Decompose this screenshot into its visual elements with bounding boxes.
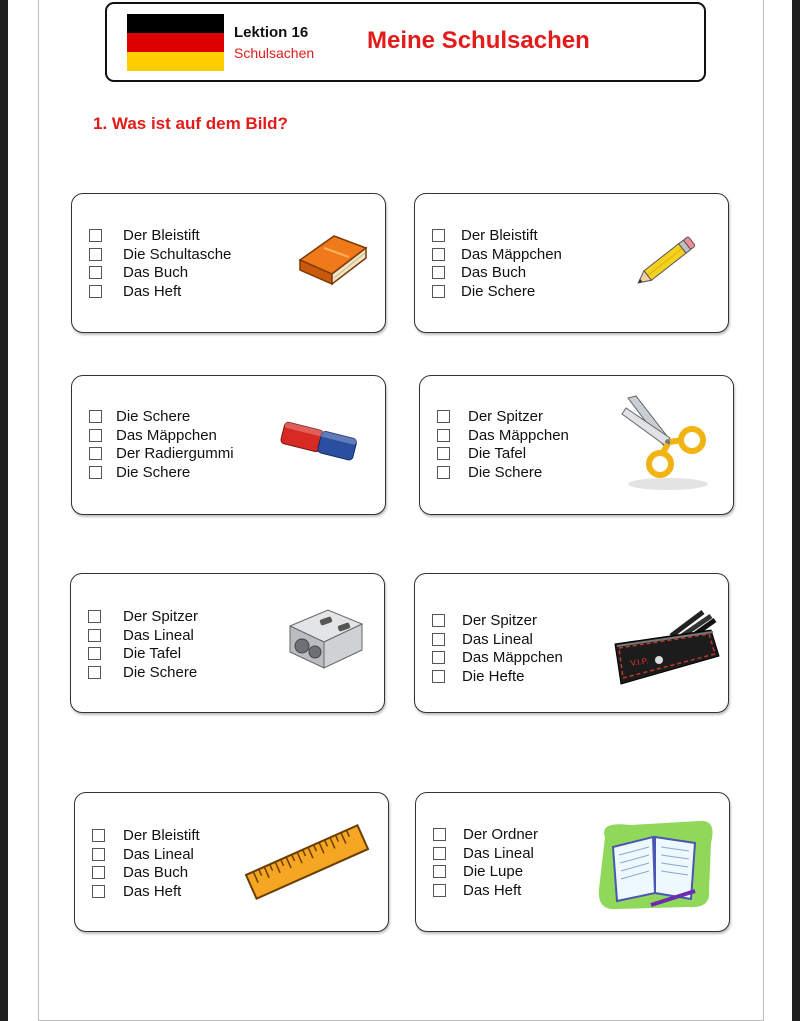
option-label: Das Heft bbox=[123, 282, 182, 300]
quiz-card-5 bbox=[70, 573, 385, 713]
checkbox[interactable] bbox=[88, 610, 101, 623]
quiz-card-2 bbox=[414, 193, 729, 333]
open-notebook-icon bbox=[591, 817, 719, 913]
checkbox[interactable] bbox=[89, 429, 102, 442]
option-label: Die Schere bbox=[123, 663, 198, 681]
checkbox[interactable] bbox=[89, 410, 102, 423]
checkbox[interactable] bbox=[89, 447, 102, 460]
checkbox[interactable] bbox=[432, 614, 445, 627]
option-label: Das Lineal bbox=[463, 844, 534, 862]
german-flag-icon bbox=[127, 14, 224, 71]
checkbox[interactable] bbox=[432, 229, 445, 242]
page-edge-left bbox=[0, 0, 8, 1021]
checkbox[interactable] bbox=[92, 829, 105, 842]
lesson-topic: Schulsachen bbox=[234, 45, 315, 61]
checkbox[interactable] bbox=[89, 248, 102, 261]
question-heading: 1. Was ist auf dem Bild? bbox=[93, 114, 288, 133]
option-label: Die Hefte bbox=[462, 667, 525, 685]
lesson-number: Lektion 16 bbox=[234, 24, 309, 41]
checkbox[interactable] bbox=[88, 666, 101, 679]
checkbox[interactable] bbox=[432, 633, 445, 646]
checkbox[interactable] bbox=[437, 447, 450, 460]
checkbox[interactable] bbox=[88, 629, 101, 642]
option-label: Das Lineal bbox=[123, 626, 194, 644]
quiz-card-4 bbox=[419, 375, 734, 515]
page-title: Meine Schulsachen bbox=[367, 27, 590, 54]
option-label: Die Tafel bbox=[468, 445, 527, 462]
checkbox[interactable] bbox=[88, 647, 101, 660]
option-label: Der Bleistift bbox=[123, 227, 200, 244]
option-label: Das Lineal bbox=[462, 630, 533, 648]
option-label: Das Buch bbox=[123, 264, 189, 281]
option-label: Der Bleistift bbox=[123, 827, 200, 844]
ruler-icon bbox=[242, 819, 372, 905]
quiz-card-3 bbox=[71, 375, 386, 515]
checkbox[interactable] bbox=[437, 410, 450, 423]
option-label: Das Mäppchen bbox=[116, 426, 217, 444]
pencil-icon bbox=[629, 234, 701, 290]
sharpener-icon bbox=[280, 604, 370, 674]
option-label: Der Spitzer bbox=[462, 612, 538, 629]
checkbox[interactable] bbox=[92, 866, 105, 879]
option-label: Das Mäppchen bbox=[461, 245, 562, 263]
checkbox[interactable] bbox=[433, 865, 446, 878]
checkbox[interactable] bbox=[89, 229, 102, 242]
option-label: Der Bleistift bbox=[461, 227, 538, 244]
scissors-icon bbox=[618, 394, 716, 494]
quiz-card-6 bbox=[414, 573, 729, 713]
checkbox[interactable] bbox=[89, 285, 102, 298]
option-label: Das Mäppchen bbox=[462, 649, 563, 666]
checkbox[interactable] bbox=[89, 266, 102, 279]
quiz-card-1 bbox=[71, 193, 386, 333]
option-label: Das Heft bbox=[463, 881, 522, 899]
option-label: Das Buch bbox=[123, 864, 189, 881]
checkbox[interactable] bbox=[432, 266, 445, 279]
quiz-card-8 bbox=[415, 792, 730, 932]
checkbox[interactable] bbox=[432, 670, 445, 683]
option-label: Das Buch bbox=[461, 264, 527, 281]
checkbox[interactable] bbox=[92, 848, 105, 861]
checkbox[interactable] bbox=[437, 466, 450, 479]
option-label: Der Spitzer bbox=[468, 408, 544, 425]
quiz-card-7 bbox=[74, 792, 389, 932]
checkbox[interactable] bbox=[433, 847, 446, 860]
checkbox[interactable] bbox=[92, 885, 105, 898]
pencil-case-icon bbox=[611, 606, 721, 690]
option-label: Das Mäppchen bbox=[468, 426, 569, 444]
lesson-header bbox=[105, 2, 706, 82]
option-label: Die Lupe bbox=[463, 863, 524, 880]
checkbox[interactable] bbox=[433, 828, 446, 841]
option-label: Die Tafel bbox=[123, 645, 182, 662]
checkbox[interactable] bbox=[89, 466, 102, 479]
checkbox[interactable] bbox=[433, 884, 446, 897]
option-label: Die Schere bbox=[116, 463, 191, 481]
checkbox[interactable] bbox=[437, 429, 450, 442]
option-label: Die Schultasche bbox=[123, 245, 232, 263]
option-label: Der Ordner bbox=[463, 826, 539, 843]
option-label: Das Heft bbox=[123, 882, 182, 900]
option-label: Das Lineal bbox=[123, 845, 194, 863]
eraser-icon bbox=[275, 412, 361, 476]
book-icon bbox=[294, 226, 370, 288]
checkbox[interactable] bbox=[432, 285, 445, 298]
pencil-case-label: V.I.P. bbox=[629, 656, 649, 668]
checkbox[interactable] bbox=[432, 651, 445, 664]
checkbox[interactable] bbox=[432, 248, 445, 261]
option-label: Die Schere bbox=[468, 463, 543, 481]
option-label: Die Schere bbox=[461, 282, 536, 300]
option-label: Der Spitzer bbox=[123, 608, 199, 625]
option-label: Der Radiergummi bbox=[116, 445, 234, 462]
page-edge-right bbox=[792, 0, 800, 1021]
option-label: Die Schere bbox=[116, 408, 191, 425]
